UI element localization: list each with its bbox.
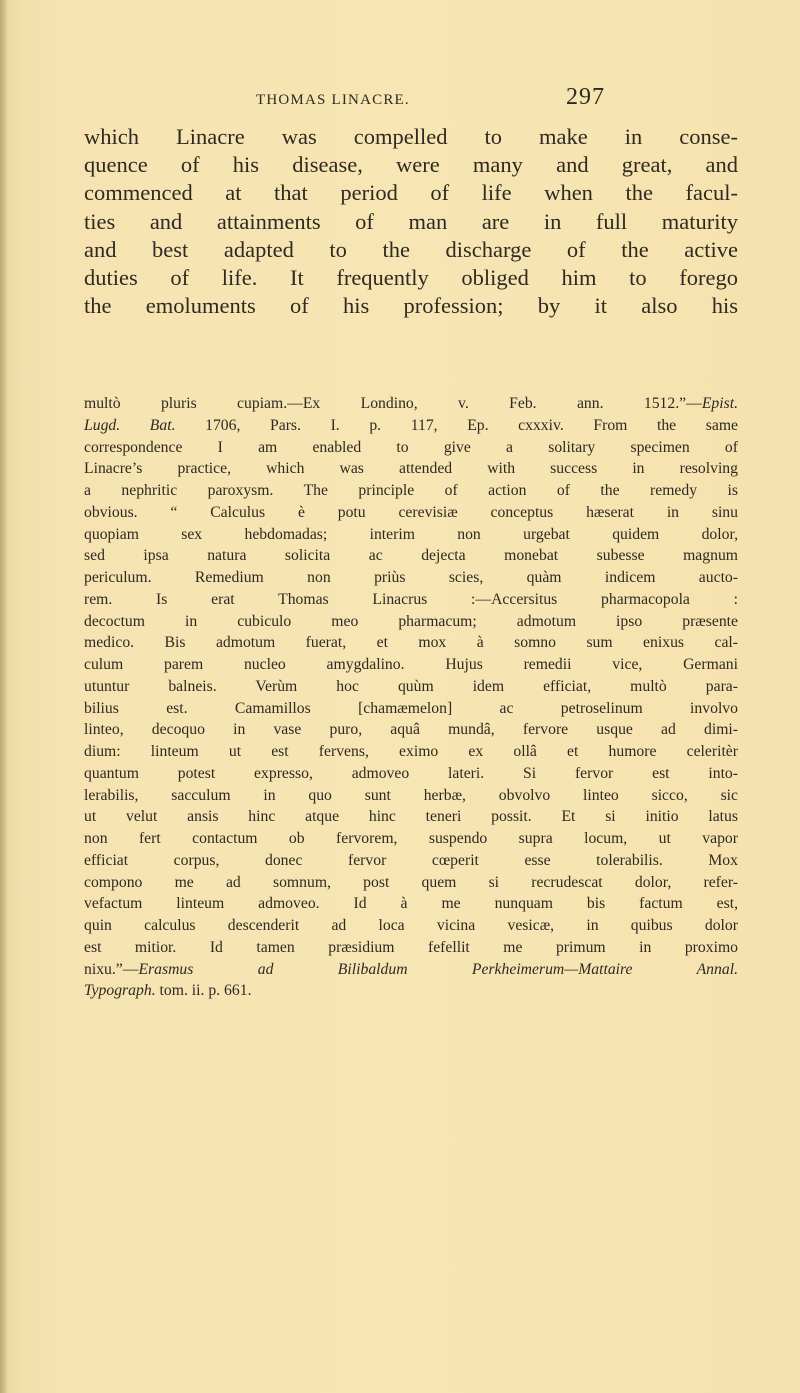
footnote-line (84, 959, 738, 981)
footnote-line (84, 632, 738, 654)
footnote-text: lerabilis, sacculum in quo sunt herbæ, obvolvo linteo sicco, sic (84, 786, 738, 804)
page-binding-edge (0, 0, 7, 1393)
footnote-line (84, 719, 738, 741)
footnote-line (84, 698, 738, 720)
footnote-text: correspondence I am enabled to give a solitary specimen of (84, 438, 738, 456)
footnote-text: quantum potest expresso, admoveo lateri. Si fervor est into- (84, 764, 738, 782)
page-number: 297 (566, 84, 605, 110)
body-line: the emoluments of his profession; by it also his (84, 293, 738, 319)
footnote-line (84, 763, 738, 785)
footnote-line (84, 654, 738, 676)
footnote-text: dium: linteum ut est fervens, eximo ex ollâ et humore celeritèr (84, 743, 738, 760)
footnote-text: medico. Bis admotum fuerat, et mox à somno sum enixus cal- (84, 634, 738, 652)
footnote-line (84, 437, 738, 459)
footnote-text: non fert contactum ob fervorem, suspendo supra locum, ut vapor (84, 830, 738, 847)
footnote-line (84, 676, 738, 698)
footnote-line (84, 458, 738, 480)
footnote-text: decoctum in cubiculo meo pharmacum; admotum ipso præsente (84, 612, 738, 630)
footnote-line (84, 611, 738, 633)
footnote-text: rem. Is erat Thomas Linacrus :—Accersitus pharmacopola : (84, 590, 738, 608)
footnote-text: Linacre’s practice, which was attended with success in resolving (84, 460, 738, 478)
footnote-text: culum parem nucleo amygdalino. Hujus remedii vice, Germani (84, 656, 738, 673)
body-line: duties of life. It frequently obliged him to forego (84, 264, 738, 290)
footnote-line (84, 893, 738, 915)
footnote-text: linteo, decoquo in vase puro, aquâ mundâ, fervore usque ad dimi- (84, 721, 738, 739)
footnote-text: obvious. “ Calculus è potu cerevisiæ conceptus hæserat in sinu (84, 503, 738, 521)
footnote-line (84, 850, 738, 872)
main-text (84, 123, 738, 320)
footnote-line (84, 545, 738, 567)
body-line: quence of his disease, were many and great, and (84, 152, 738, 178)
footnote-line (84, 567, 738, 589)
footnote-line (84, 785, 738, 807)
footnote-line (84, 980, 738, 1002)
citation-italic: Typograph. (84, 982, 156, 1000)
citation-italic: Epist. (701, 395, 738, 412)
footnote-line (84, 937, 738, 959)
footnote-text: efficiat corpus, donec fervor cœperit esse tolerabilis. Mox (84, 851, 738, 869)
footnote-line (84, 502, 738, 524)
footnote-line (84, 915, 738, 937)
footnote-text: nixu.”— (84, 960, 139, 978)
footnote-line (84, 393, 738, 415)
footnote-text: quopiam sex hebdomadas; interim non urgebat quidem dolor, (84, 525, 738, 543)
footnote-text: est mitior. Id tamen præsidium fefellit me primum in proximo (84, 938, 738, 956)
footnote-text: compono me ad somnum, post quem si recrudescat dolor, refer- (84, 873, 738, 891)
body-line: which Linacre was compelled to make in conse- (84, 124, 738, 149)
footnote-text: tom. ii. p. 661. (155, 982, 252, 1000)
footnote-text: sed ipsa natura solicita ac dejecta monebat subesse magnum (84, 547, 738, 565)
footnote-text: bilius est. Camamillos [chamæmelon] ac petroselinum involvo (84, 699, 738, 717)
footnote (84, 393, 738, 1002)
footnote-text: vefactum linteum admoveo. Id à me nunquam bis factum est, (84, 895, 738, 913)
footnote-text: multò pluris cupiam.—Ex Londino, v. Feb. ann. 1512.”— (84, 395, 702, 412)
running-header (0, 84, 800, 112)
footnote-line (84, 589, 738, 611)
footnote-line (84, 524, 738, 546)
citation-italic: Erasmus ad Bilibaldum Perkheimerum—Mattaire Annal. (138, 960, 738, 978)
footnote-line (84, 741, 738, 763)
footnote-text: utuntur balneis. Verùm hoc quùm idem efficiat, multò para- (84, 677, 738, 695)
footnote-line (84, 415, 738, 437)
footnote-line (84, 806, 738, 828)
footnote-line (84, 872, 738, 894)
footnote-text: a nephritic paroxysm. The principle of action of the remedy is (84, 482, 738, 499)
running-title: THOMAS LINACRE. (256, 92, 410, 108)
footnote-text: 1706, Pars. I. p. 117, Ep. cxxxiv. From the same (175, 416, 738, 434)
footnote-line (84, 828, 738, 850)
body-line: and best adapted to the discharge of the active (84, 236, 738, 262)
footnote-text: ut velut ansis hinc atque hinc teneri possit. Et si initio latus (84, 808, 738, 826)
footnote-text: quin calculus descenderit ad loca vicina vesicæ, in quibus dolor (84, 917, 738, 934)
body-line: commenced at that period of life when the facul- (84, 180, 738, 206)
footnote-line (84, 480, 738, 502)
body-line: ties and attainments of man are in full maturity (84, 208, 738, 234)
citation-italic: Lugd. Bat. (84, 416, 176, 434)
footnote-text: periculum. Remedium non priùs scies, quàm indicem aucto- (84, 569, 738, 586)
